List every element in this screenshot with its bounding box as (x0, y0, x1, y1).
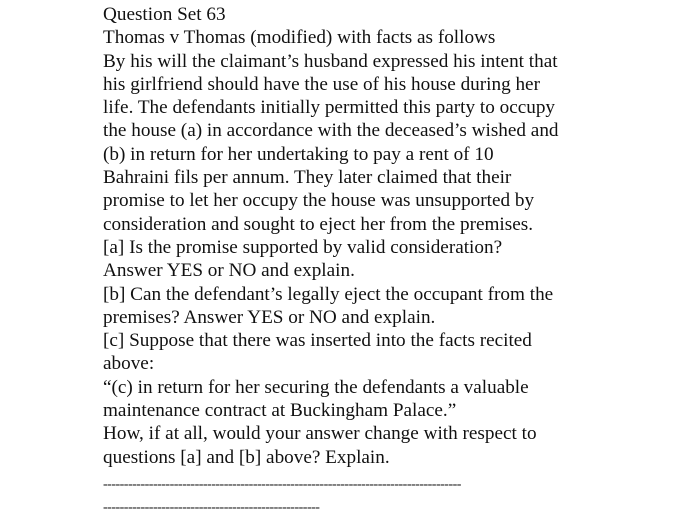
question-document (103, 3, 695, 520)
facts-line-4: the house (a) in accordance with the deceased’s wished and (103, 120, 559, 142)
dashed-separator-1: -------------------------------------------------------------------------------------- (103, 476, 461, 492)
question-c-line-2: above: (103, 353, 155, 375)
question-b-line-1: [b] Can the defendant’s legally eject the occupant from the (103, 283, 554, 305)
facts-line-7: promise to let her occupy the house was unsupported by (103, 190, 535, 212)
facts-line-3: life. The defendants initially permitted this party to occupy (103, 97, 556, 119)
facts-line-8: consideration and sought to eject her from the premises. (103, 213, 533, 235)
question-c-line-1: [c] Suppose that there was inserted into the facts recited (103, 330, 532, 352)
question-b-line-2: premises? Answer YES or NO and explain. (103, 306, 436, 328)
facts-line-2: his girlfriend should have the use of his house during her (103, 73, 540, 95)
inserted-fact-line-2: maintenance contract at Buckingham Palace.” (103, 400, 457, 422)
question-a-line-2: Answer YES or NO and explain. (103, 260, 355, 282)
facts-line-6: Bahraini fils per annum. They later claimed that their (103, 167, 512, 189)
dashed-separator-2: ---------------------------------------------------- (103, 500, 320, 516)
question-set-title: Question Set 63 (103, 4, 226, 25)
followup-question-line-1: How, if at all, would your answer change with respect to (103, 423, 537, 445)
facts-line-1: By his will the claimant’s husband expressed his intent that (103, 50, 558, 72)
question-a-line-1: [a] Is the promise supported by valid consideration? (103, 236, 503, 258)
facts-line-5: (b) in return for her undertaking to pay a rent of 10 (103, 143, 494, 165)
followup-question-line-2: questions [a] and [b] above? Explain. (103, 446, 390, 468)
inserted-fact-line-1: “(c) in return for her securing the defendants a valuable (103, 376, 529, 398)
case-heading: Thomas v Thomas (modified) with facts as follows (103, 27, 496, 49)
